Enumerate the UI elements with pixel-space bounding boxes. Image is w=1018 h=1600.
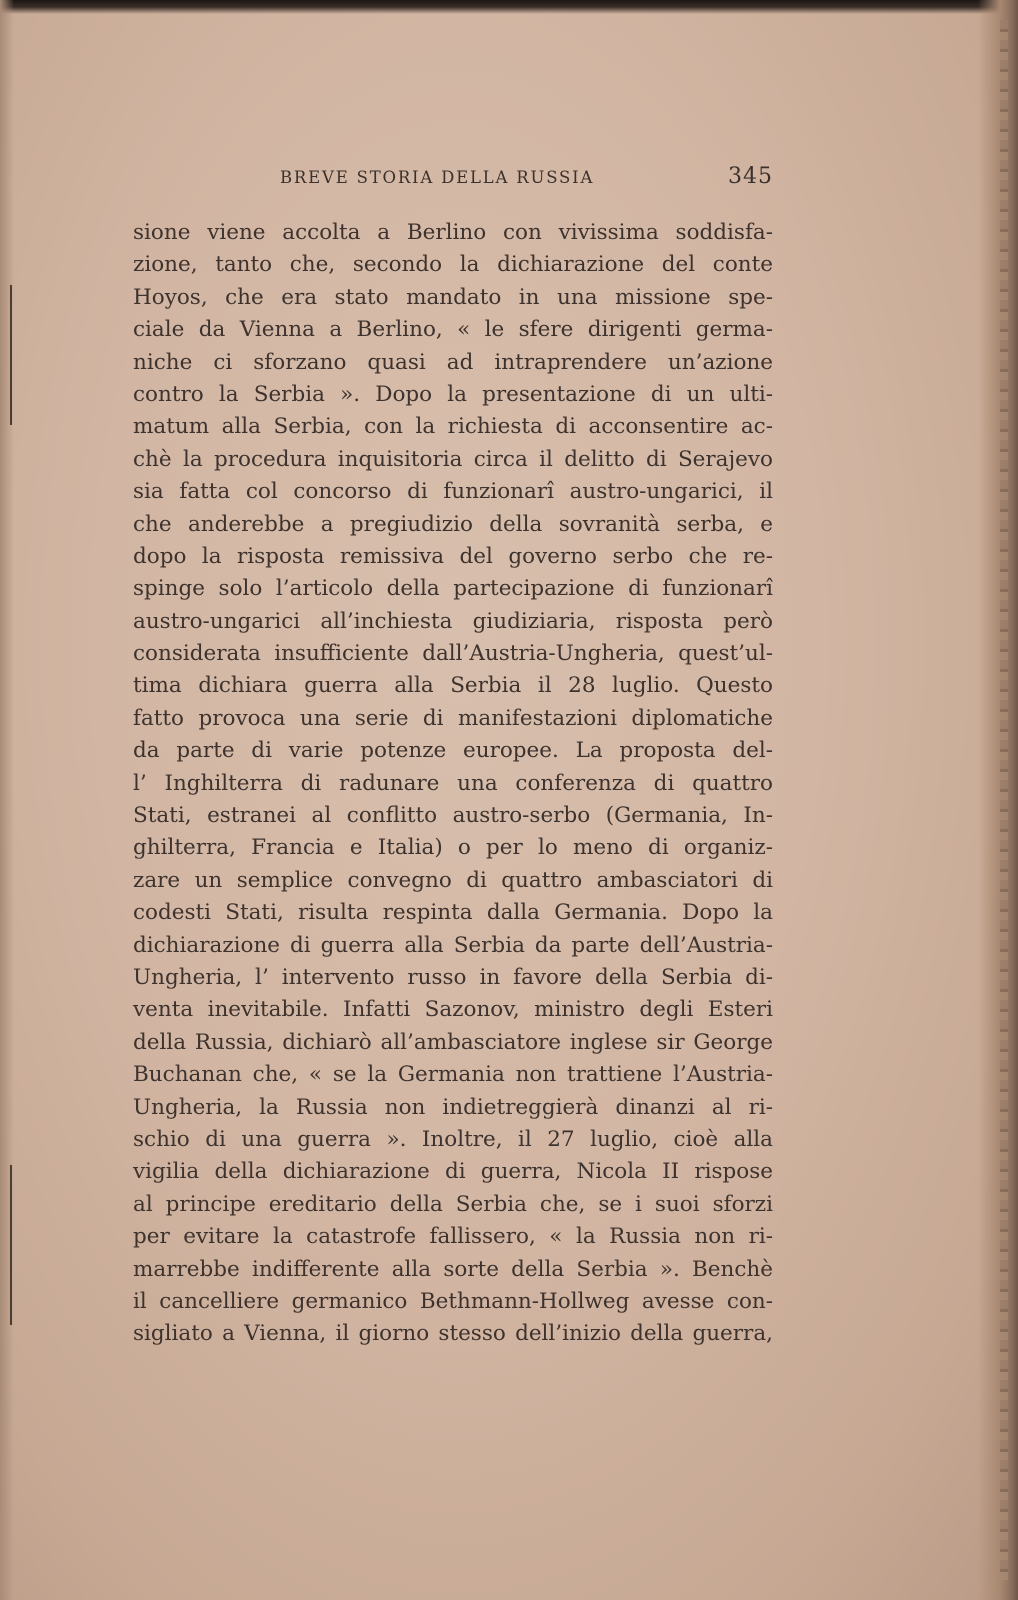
text-line: da parte di varie potenze europee. La proposta del- <box>133 738 773 764</box>
text-line: fatto provoca una serie di manifestazioni diplomatiche <box>133 705 773 731</box>
text-line: spinge solo l’articolo della partecipazione di funzionarî <box>133 576 773 602</box>
text-line: contro la Serbia ». Dopo la presentazione di un ulti- <box>133 381 773 407</box>
text-line: austro-ungarici all’inchiesta giudiziaria, risposta però <box>133 608 773 634</box>
text-line: niche ci sforzano quasi ad intraprendere un’azione <box>133 349 773 375</box>
text-line: al principe ereditario della Serbia che, se i suoi sforzi <box>133 1191 773 1217</box>
text-line: Ungheria, l’ intervento russo in favore della Serbia di- <box>133 964 773 990</box>
text-line: della Russia, dichiarò all’ambasciatore inglese sir George <box>133 1029 773 1055</box>
page-stack-edge <box>1000 20 1008 1580</box>
text-line: marrebbe indifferente alla sorte della Serbia ». Benchè <box>133 1256 773 1282</box>
text-line: ghilterra, Francia e Italia) o per lo meno di organiz- <box>133 835 773 861</box>
text-line: venta inevitabile. Infatti Sazonov, ministro degli Esteri <box>133 997 773 1023</box>
binding-stitch <box>10 1165 12 1325</box>
text-line: Stati, estranei al conflitto austro-serbo (Germania, In- <box>133 803 773 829</box>
text-line: che anderebbe a pregiudizio della sovranità serba, e <box>133 511 773 537</box>
text-line: vigilia della dichiarazione di guerra, Nicola II rispose <box>133 1159 773 1185</box>
text-line: zione, tanto che, secondo la dichiarazione del conte <box>133 252 773 278</box>
text-line: Hoyos, che era stato mandato in una missione spe- <box>133 284 773 310</box>
text-line: sione viene accolta a Berlino con vivissima soddisfa- <box>133 220 773 245</box>
running-title: BREVE STORIA DELLA RUSSIA <box>280 168 595 187</box>
text-line: matum alla Serbia, con la richiesta di acconsentire ac- <box>133 414 773 440</box>
text-line: per evitare la catastrofe fallissero, « la Russia non ri- <box>133 1224 773 1250</box>
text-line: dichiarazione di guerra alla Serbia da parte dell’Austria- <box>133 932 773 958</box>
text-line: sia fatta col concorso di funzionarî austro-ungarici, il <box>133 479 773 505</box>
text-line: schio di una guerra ». Inoltre, il 27 luglio, cioè alla <box>133 1126 773 1152</box>
binding-stitch <box>10 285 12 425</box>
text-line: Ungheria, la Russia non indietreggierà dinanzi al ri- <box>133 1094 773 1120</box>
text-line: Buchanan che, « se la Germania non trattiene l’Austria- <box>133 1062 773 1088</box>
text-line: chè la procedura inquisitoria circa il delitto di Serajevo <box>133 446 773 472</box>
text-line: dopo la risposta remissiva del governo serbo che re- <box>133 543 773 569</box>
text-line: l’ Inghilterra di radunare una conferenza di quattro <box>133 770 773 796</box>
text-line: considerata insufficiente dall’Austria-Ungheria, quest’ul- <box>133 641 773 667</box>
page-number: 345 <box>728 164 773 189</box>
page-top-shadow <box>0 0 1018 14</box>
page-fore-edge <box>978 0 1018 1600</box>
text-line: il cancelliere germanico Bethmann-Hollweg avesse con- <box>133 1288 773 1314</box>
text-line: zare un semplice convegno di quattro ambasciatori di <box>133 867 773 893</box>
text-line: codesti Stati, risulta respinta dalla Germania. Dopo la <box>133 900 773 926</box>
text-line: tima dichiara guerra alla Serbia il 28 luglio. Questo <box>133 673 773 699</box>
text-line: ciale da Vienna a Berlino, « le sfere dirigenti germa- <box>133 317 773 343</box>
text-line: sigliato a Vienna, il giorno stesso dell’inizio della guerra, <box>133 1321 773 1347</box>
body-text <box>133 217 773 1351</box>
binding-edge <box>0 0 14 1600</box>
